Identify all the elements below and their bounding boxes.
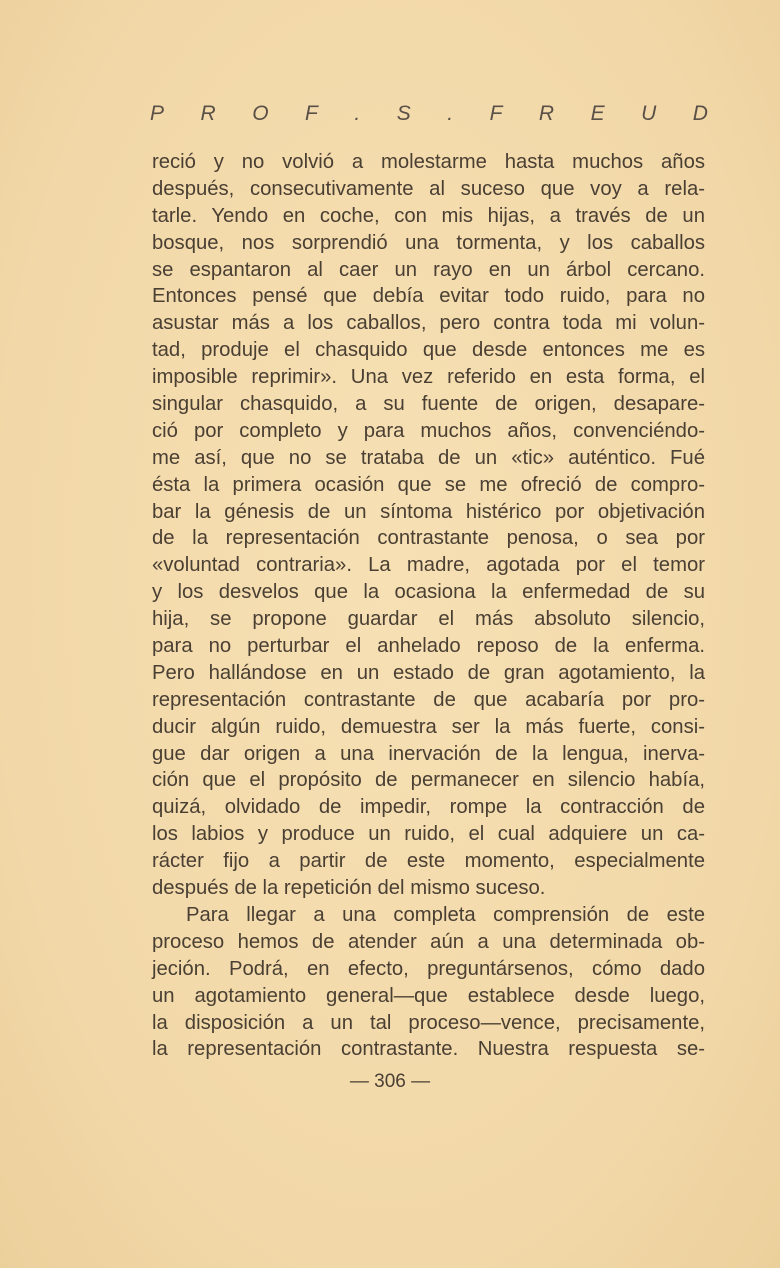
header-letter: F (489, 102, 503, 125)
text-line: un agotamiento general—que establece desde luego, (152, 984, 705, 1007)
text-line: asustar más a los caballos, pero contra toda mi volun- (152, 312, 705, 335)
text-line: Pero hallándose en un estado de gran agotamiento, la (152, 661, 705, 684)
paragraph (152, 149, 705, 902)
header-letter: U (641, 102, 657, 125)
header-letter: . (447, 102, 454, 125)
text-line: se espantaron al caer un rayo en un árbol cercano. (152, 258, 705, 281)
text-line: reció y no volvió a molestarme hasta muchos años (152, 151, 705, 173)
text-line: hija, se propone guardar el más absoluto silencio, (152, 608, 705, 631)
text-line: proceso hemos de atender aún a una determinada ob- (152, 930, 705, 953)
text-line: la representación contrastante. Nuestra respuesta se- (152, 1038, 705, 1061)
text-line: quizá, olvidado de impedir, rompe la contracción de (152, 796, 705, 819)
text-line: singular chasquido, a su fuente de origen, desapare- (152, 393, 705, 416)
text-line: Entonces pensé que debía evitar todo ruido, para no (152, 285, 705, 308)
text-line: rácter fijo a partir de este momento, especialmente (152, 850, 705, 873)
text-line: después, consecutivamente al suceso que voy a rela- (152, 177, 705, 200)
body-text (152, 149, 705, 1063)
header-letter: F (305, 102, 318, 125)
header-letter: R (538, 102, 555, 125)
text-line: ció por completo y para muchos años, convenciéndo- (152, 419, 705, 442)
paragraph (152, 902, 705, 1063)
text-line: bosque, nos sorprendió una tormenta, y los caballos (152, 231, 705, 254)
text-line: ducir algún ruido, demuestra ser la más fuerte, consi- (152, 715, 705, 738)
text-line: imposible reprimir». Una vez referido en esta forma, el (152, 366, 705, 389)
text-line: después de la repetición del mismo suceso. (152, 877, 546, 900)
text-line: ésta la primera ocasión que se me ofreció de compro- (152, 473, 705, 496)
header-letter: . (354, 102, 361, 125)
text-line: bar la génesis de un síntoma histérico por objetivación (152, 500, 705, 523)
header-letter: P (150, 102, 165, 125)
text-line: los labios y produce un ruido, el cual adquiere un ca- (152, 823, 705, 846)
header-letter: S (396, 102, 411, 125)
text-line: gue dar origen a una inervación de la lengua, inerva- (152, 742, 705, 765)
text-line: jeción. Podrá, en efecto, preguntársenos, cómo dado (152, 957, 705, 980)
text-line: Para llegar a una completa comprensión de este (186, 903, 705, 926)
text-line: representación contrastante de que acabaría por pro- (152, 688, 705, 711)
header-letter: O (252, 102, 269, 125)
text-line: tarle. Yendo en coche, con mis hijas, a través de un (152, 204, 705, 227)
text-line: ción que el propósito de permanecer en silencio había, (152, 769, 705, 792)
header-letter: D (692, 102, 708, 125)
text-line: para no perturbar el anhelado reposo de la enferma. (152, 635, 705, 658)
page-number: — 306 — (349, 1071, 431, 1092)
running-header (150, 102, 708, 126)
text-line: tad, produje el chasquido que desde entonces me es (152, 339, 705, 362)
header-letter: R (200, 102, 216, 125)
header-letter: E (590, 102, 605, 125)
text-line: la disposición a un tal proceso—vence, precisamente, (152, 1011, 705, 1034)
text-line: de la representación contrastante penosa, o sea por (152, 527, 705, 550)
text-line: «voluntad contraria». La madre, agotada por el temor (152, 554, 705, 577)
text-line: me así, que no se trataba de un «tic» auténtico. Fué (152, 446, 705, 469)
text-line: y los desvelos que la ocasiona la enfermedad de su (152, 581, 705, 604)
